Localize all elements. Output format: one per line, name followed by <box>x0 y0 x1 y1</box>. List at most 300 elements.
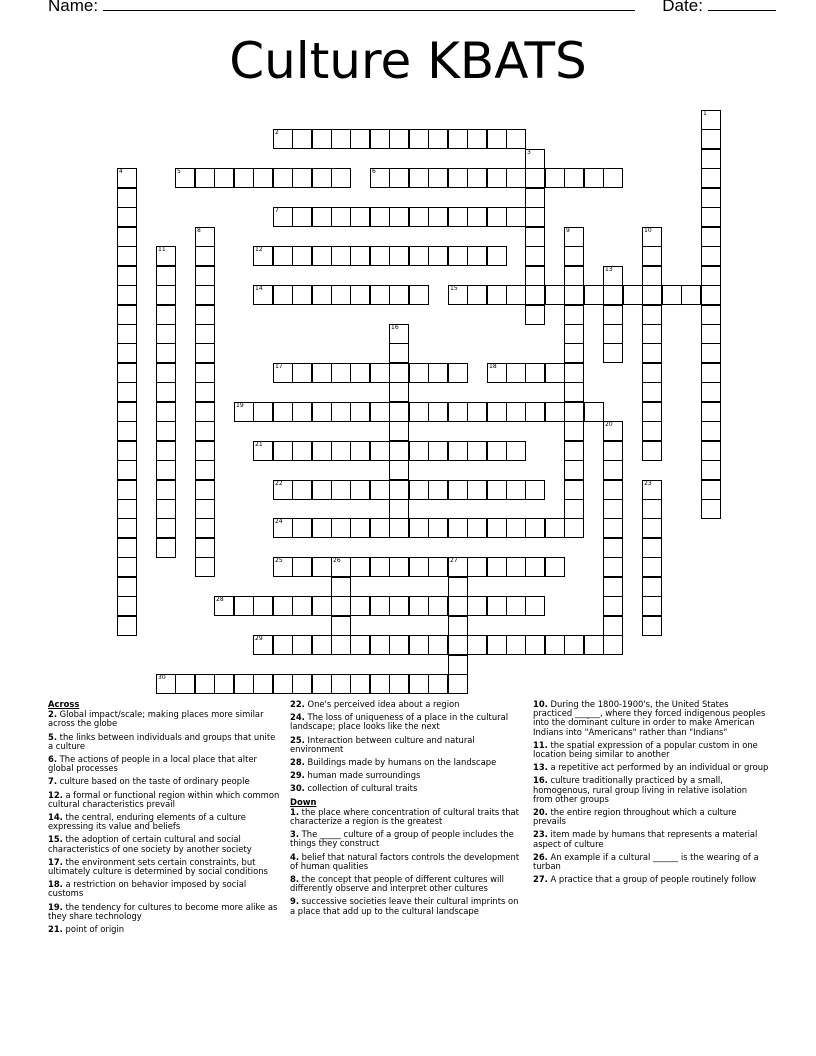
grid-cell[interactable] <box>156 518 176 538</box>
grid-cell[interactable] <box>117 324 137 344</box>
grid-cell[interactable] <box>253 635 273 655</box>
grid-cell[interactable] <box>312 402 332 422</box>
grid-cell[interactable] <box>525 402 545 422</box>
grid-cell[interactable] <box>389 129 409 149</box>
grid-cell[interactable] <box>642 324 662 344</box>
grid-cell[interactable] <box>564 499 584 519</box>
grid-cell[interactable] <box>350 480 370 500</box>
grid-cell[interactable] <box>467 402 487 422</box>
grid-cell[interactable] <box>545 635 565 655</box>
grid-cell[interactable] <box>350 402 370 422</box>
grid-cell[interactable] <box>428 168 448 188</box>
grid-cell[interactable] <box>389 518 409 538</box>
grid-cell[interactable] <box>253 596 273 616</box>
grid-cell[interactable] <box>506 207 526 227</box>
grid-cell[interactable] <box>117 382 137 402</box>
grid-cell[interactable] <box>331 207 351 227</box>
grid-cell[interactable] <box>370 129 390 149</box>
grid-cell[interactable] <box>156 402 176 422</box>
grid-cell[interactable] <box>642 441 662 461</box>
grid-cell[interactable] <box>370 168 390 188</box>
grid-cell[interactable] <box>701 499 721 519</box>
grid-cell[interactable] <box>564 421 584 441</box>
grid-cell[interactable] <box>564 324 584 344</box>
grid-cell[interactable] <box>156 441 176 461</box>
grid-cell[interactable] <box>273 674 293 694</box>
grid-cell[interactable] <box>156 499 176 519</box>
grid-cell[interactable] <box>175 168 195 188</box>
grid-cell[interactable] <box>642 246 662 266</box>
grid-cell[interactable] <box>642 227 662 247</box>
grid-cell[interactable] <box>350 285 370 305</box>
grid-cell[interactable] <box>273 129 293 149</box>
grid-cell[interactable] <box>564 480 584 500</box>
grid-cell[interactable] <box>409 518 429 538</box>
grid-cell[interactable] <box>350 246 370 266</box>
grid-cell[interactable] <box>156 305 176 325</box>
grid-cell[interactable] <box>312 480 332 500</box>
grid-cell[interactable] <box>117 499 137 519</box>
grid-cell[interactable] <box>331 635 351 655</box>
grid-cell[interactable] <box>428 207 448 227</box>
grid-cell[interactable] <box>448 402 468 422</box>
grid-cell[interactable] <box>525 266 545 286</box>
grid-cell[interactable] <box>273 518 293 538</box>
grid-cell[interactable] <box>312 518 332 538</box>
grid-cell[interactable] <box>642 499 662 519</box>
grid-cell[interactable] <box>195 382 215 402</box>
grid-cell[interactable] <box>584 402 604 422</box>
grid-cell[interactable] <box>234 168 254 188</box>
grid-cell[interactable] <box>603 460 623 480</box>
grid-cell[interactable] <box>701 324 721 344</box>
grid-cell[interactable] <box>389 635 409 655</box>
grid-cell[interactable] <box>350 129 370 149</box>
grid-cell[interactable] <box>428 129 448 149</box>
grid-cell[interactable] <box>487 596 507 616</box>
grid-cell[interactable] <box>273 168 293 188</box>
grid-cell[interactable] <box>487 285 507 305</box>
grid-cell[interactable] <box>642 518 662 538</box>
grid-cell[interactable] <box>642 343 662 363</box>
grid-cell[interactable] <box>487 363 507 383</box>
grid-cell[interactable] <box>409 207 429 227</box>
grid-cell[interactable] <box>487 480 507 500</box>
grid-cell[interactable] <box>701 110 721 130</box>
grid-cell[interactable] <box>117 266 137 286</box>
grid-cell[interactable] <box>389 480 409 500</box>
grid-cell[interactable] <box>292 363 312 383</box>
grid-cell[interactable] <box>273 596 293 616</box>
grid-cell[interactable] <box>506 129 526 149</box>
grid-cell[interactable] <box>467 596 487 616</box>
grid-cell[interactable] <box>603 441 623 461</box>
grid-cell[interactable] <box>312 207 332 227</box>
grid-cell[interactable] <box>350 518 370 538</box>
grid-cell[interactable] <box>214 596 234 616</box>
grid-cell[interactable] <box>156 460 176 480</box>
grid-cell[interactable] <box>642 577 662 597</box>
grid-cell[interactable] <box>701 129 721 149</box>
grid-cell[interactable] <box>195 557 215 577</box>
grid-cell[interactable] <box>156 421 176 441</box>
grid-cell[interactable] <box>331 616 351 636</box>
grid-cell[interactable] <box>195 168 215 188</box>
grid-cell[interactable] <box>487 441 507 461</box>
grid-cell[interactable] <box>292 674 312 694</box>
grid-cell[interactable] <box>234 674 254 694</box>
grid-cell[interactable] <box>195 538 215 558</box>
grid-cell[interactable] <box>564 246 584 266</box>
grid-cell[interactable] <box>253 402 273 422</box>
grid-cell[interactable] <box>195 246 215 266</box>
grid-cell[interactable] <box>389 441 409 461</box>
grid-cell[interactable] <box>487 129 507 149</box>
grid-cell[interactable] <box>409 285 429 305</box>
grid-cell[interactable] <box>312 168 332 188</box>
grid-cell[interactable] <box>292 402 312 422</box>
grid-cell[interactable] <box>448 285 468 305</box>
grid-cell[interactable] <box>331 480 351 500</box>
grid-cell[interactable] <box>292 168 312 188</box>
grid-cell[interactable] <box>584 635 604 655</box>
grid-cell[interactable] <box>117 305 137 325</box>
grid-cell[interactable] <box>117 402 137 422</box>
grid-cell[interactable] <box>701 207 721 227</box>
grid-cell[interactable] <box>642 402 662 422</box>
grid-cell[interactable] <box>428 441 448 461</box>
grid-cell[interactable] <box>701 149 721 169</box>
grid-cell[interactable] <box>253 168 273 188</box>
grid-cell[interactable] <box>156 363 176 383</box>
grid-cell[interactable] <box>642 285 662 305</box>
grid-cell[interactable] <box>409 674 429 694</box>
grid-cell[interactable] <box>564 635 584 655</box>
grid-cell[interactable] <box>701 402 721 422</box>
grid-cell[interactable] <box>642 538 662 558</box>
grid-cell[interactable] <box>389 363 409 383</box>
grid-cell[interactable] <box>701 305 721 325</box>
grid-cell[interactable] <box>564 266 584 286</box>
grid-cell[interactable] <box>448 441 468 461</box>
grid-cell[interactable] <box>428 363 448 383</box>
grid-cell[interactable] <box>428 518 448 538</box>
grid-cell[interactable] <box>642 596 662 616</box>
grid-cell[interactable] <box>292 129 312 149</box>
grid-cell[interactable] <box>331 674 351 694</box>
grid-cell[interactable] <box>448 596 468 616</box>
grid-cell[interactable] <box>564 285 584 305</box>
grid-cell[interactable] <box>370 480 390 500</box>
grid-cell[interactable] <box>331 402 351 422</box>
grid-cell[interactable] <box>273 480 293 500</box>
grid-cell[interactable] <box>448 480 468 500</box>
grid-cell[interactable] <box>389 557 409 577</box>
grid-cell[interactable] <box>195 499 215 519</box>
grid-cell[interactable] <box>603 343 623 363</box>
grid-cell[interactable] <box>389 421 409 441</box>
grid-cell[interactable] <box>603 285 623 305</box>
grid-cell[interactable] <box>331 441 351 461</box>
grid-cell[interactable] <box>214 168 234 188</box>
grid-cell[interactable] <box>603 305 623 325</box>
grid-cell[interactable] <box>584 168 604 188</box>
grid-cell[interactable] <box>642 266 662 286</box>
grid-cell[interactable] <box>214 674 234 694</box>
grid-cell[interactable] <box>312 674 332 694</box>
grid-cell[interactable] <box>175 674 195 694</box>
grid-cell[interactable] <box>467 518 487 538</box>
grid-cell[interactable] <box>448 518 468 538</box>
grid-cell[interactable] <box>701 382 721 402</box>
grid-cell[interactable] <box>389 324 409 344</box>
grid-cell[interactable] <box>273 363 293 383</box>
grid-cell[interactable] <box>603 499 623 519</box>
grid-cell[interactable] <box>409 129 429 149</box>
grid-cell[interactable] <box>467 168 487 188</box>
grid-cell[interactable] <box>525 188 545 208</box>
grid-cell[interactable] <box>117 285 137 305</box>
grid-cell[interactable] <box>370 557 390 577</box>
grid-cell[interactable] <box>195 460 215 480</box>
grid-cell[interactable] <box>701 188 721 208</box>
grid-cell[interactable] <box>448 246 468 266</box>
grid-cell[interactable] <box>253 674 273 694</box>
grid-cell[interactable] <box>195 674 215 694</box>
grid-cell[interactable] <box>195 402 215 422</box>
grid-cell[interactable] <box>409 402 429 422</box>
grid-cell[interactable] <box>409 441 429 461</box>
grid-cell[interactable] <box>467 207 487 227</box>
grid-cell[interactable] <box>117 538 137 558</box>
grid-cell[interactable] <box>409 635 429 655</box>
grid-cell[interactable] <box>603 538 623 558</box>
grid-cell[interactable] <box>370 207 390 227</box>
grid-cell[interactable] <box>701 363 721 383</box>
grid-cell[interactable] <box>331 577 351 597</box>
grid-cell[interactable] <box>701 266 721 286</box>
grid-cell[interactable] <box>642 421 662 441</box>
grid-cell[interactable] <box>487 207 507 227</box>
grid-cell[interactable] <box>350 674 370 694</box>
grid-cell[interactable] <box>389 343 409 363</box>
grid-cell[interactable] <box>487 246 507 266</box>
grid-cell[interactable] <box>603 616 623 636</box>
grid-cell[interactable] <box>195 518 215 538</box>
grid-cell[interactable] <box>253 246 273 266</box>
grid-cell[interactable] <box>409 480 429 500</box>
grid-cell[interactable] <box>312 635 332 655</box>
grid-cell[interactable] <box>312 557 332 577</box>
grid-cell[interactable] <box>525 596 545 616</box>
grid-cell[interactable] <box>642 557 662 577</box>
grid-cell[interactable] <box>506 557 526 577</box>
grid-cell[interactable] <box>467 635 487 655</box>
grid-cell[interactable] <box>525 246 545 266</box>
grid-cell[interactable] <box>448 674 468 694</box>
grid-cell[interactable] <box>701 441 721 461</box>
grid-cell[interactable] <box>389 207 409 227</box>
grid-cell[interactable] <box>389 674 409 694</box>
grid-cell[interactable] <box>389 402 409 422</box>
grid-cell[interactable] <box>195 343 215 363</box>
grid-cell[interactable] <box>545 557 565 577</box>
grid-cell[interactable] <box>487 557 507 577</box>
grid-cell[interactable] <box>525 207 545 227</box>
grid-cell[interactable] <box>117 441 137 461</box>
grid-cell[interactable] <box>117 460 137 480</box>
grid-cell[interactable] <box>389 499 409 519</box>
grid-cell[interactable] <box>253 441 273 461</box>
grid-cell[interactable] <box>331 285 351 305</box>
grid-cell[interactable] <box>195 227 215 247</box>
grid-cell[interactable] <box>350 635 370 655</box>
grid-cell[interactable] <box>525 557 545 577</box>
grid-cell[interactable] <box>506 168 526 188</box>
grid-cell[interactable] <box>156 538 176 558</box>
grid-cell[interactable] <box>701 246 721 266</box>
grid-cell[interactable] <box>564 363 584 383</box>
grid-cell[interactable] <box>389 596 409 616</box>
grid-cell[interactable] <box>273 285 293 305</box>
grid-cell[interactable] <box>506 596 526 616</box>
grid-cell[interactable] <box>389 285 409 305</box>
grid-cell[interactable] <box>623 285 643 305</box>
grid-cell[interactable] <box>273 557 293 577</box>
grid-cell[interactable] <box>331 557 351 577</box>
grid-cell[interactable] <box>428 402 448 422</box>
grid-cell[interactable] <box>117 421 137 441</box>
grid-cell[interactable] <box>662 285 682 305</box>
grid-cell[interactable] <box>117 343 137 363</box>
grid-cell[interactable] <box>701 480 721 500</box>
grid-cell[interactable] <box>525 149 545 169</box>
grid-cell[interactable] <box>487 402 507 422</box>
grid-cell[interactable] <box>564 382 584 402</box>
grid-cell[interactable] <box>448 129 468 149</box>
grid-cell[interactable] <box>253 285 273 305</box>
grid-cell[interactable] <box>292 207 312 227</box>
grid-cell[interactable] <box>389 246 409 266</box>
grid-cell[interactable] <box>195 363 215 383</box>
grid-cell[interactable] <box>156 674 176 694</box>
grid-cell[interactable] <box>545 402 565 422</box>
grid-cell[interactable] <box>195 441 215 461</box>
grid-cell[interactable] <box>370 596 390 616</box>
grid-cell[interactable] <box>525 363 545 383</box>
grid-cell[interactable] <box>292 635 312 655</box>
grid-cell[interactable] <box>603 480 623 500</box>
grid-cell[interactable] <box>525 635 545 655</box>
grid-cell[interactable] <box>642 363 662 383</box>
grid-cell[interactable] <box>603 635 623 655</box>
grid-cell[interactable] <box>117 227 137 247</box>
grid-cell[interactable] <box>370 674 390 694</box>
grid-cell[interactable] <box>234 596 254 616</box>
grid-cell[interactable] <box>448 616 468 636</box>
grid-cell[interactable] <box>292 596 312 616</box>
grid-cell[interactable] <box>545 518 565 538</box>
grid-cell[interactable] <box>156 246 176 266</box>
grid-cell[interactable] <box>156 285 176 305</box>
grid-cell[interactable] <box>350 207 370 227</box>
grid-cell[interactable] <box>370 635 390 655</box>
date-field[interactable] <box>708 0 776 11</box>
grid-cell[interactable] <box>117 207 137 227</box>
grid-cell[interactable] <box>117 188 137 208</box>
grid-cell[interactable] <box>428 480 448 500</box>
grid-cell[interactable] <box>273 635 293 655</box>
grid-cell[interactable] <box>506 402 526 422</box>
grid-cell[interactable] <box>525 227 545 247</box>
grid-cell[interactable] <box>564 518 584 538</box>
grid-cell[interactable] <box>603 421 623 441</box>
grid-cell[interactable] <box>428 557 448 577</box>
grid-cell[interactable] <box>312 129 332 149</box>
grid-cell[interactable] <box>117 616 137 636</box>
grid-cell[interactable] <box>564 402 584 422</box>
grid-cell[interactable] <box>506 518 526 538</box>
grid-cell[interactable] <box>448 577 468 597</box>
grid-cell[interactable] <box>156 382 176 402</box>
grid-cell[interactable] <box>331 518 351 538</box>
grid-cell[interactable] <box>506 285 526 305</box>
grid-cell[interactable] <box>370 402 390 422</box>
grid-cell[interactable] <box>350 557 370 577</box>
grid-cell[interactable] <box>525 168 545 188</box>
grid-cell[interactable] <box>117 480 137 500</box>
grid-cell[interactable] <box>156 266 176 286</box>
grid-cell[interactable] <box>370 363 390 383</box>
grid-cell[interactable] <box>409 557 429 577</box>
grid-cell[interactable] <box>409 168 429 188</box>
grid-cell[interactable] <box>312 246 332 266</box>
grid-cell[interactable] <box>331 129 351 149</box>
grid-cell[interactable] <box>117 168 137 188</box>
grid-cell[interactable] <box>467 246 487 266</box>
grid-cell[interactable] <box>467 557 487 577</box>
grid-cell[interactable] <box>642 382 662 402</box>
grid-cell[interactable] <box>545 168 565 188</box>
name-field[interactable] <box>103 0 635 11</box>
grid-cell[interactable] <box>506 441 526 461</box>
grid-cell[interactable] <box>350 596 370 616</box>
grid-cell[interactable] <box>487 168 507 188</box>
grid-cell[interactable] <box>603 324 623 344</box>
grid-cell[interactable] <box>409 246 429 266</box>
grid-cell[interactable] <box>487 518 507 538</box>
grid-cell[interactable] <box>603 518 623 538</box>
grid-cell[interactable] <box>331 246 351 266</box>
grid-cell[interactable] <box>545 363 565 383</box>
grid-cell[interactable] <box>292 557 312 577</box>
grid-cell[interactable] <box>156 343 176 363</box>
grid-cell[interactable] <box>564 441 584 461</box>
grid-cell[interactable] <box>564 343 584 363</box>
grid-cell[interactable] <box>195 421 215 441</box>
grid-cell[interactable] <box>603 557 623 577</box>
grid-cell[interactable] <box>525 518 545 538</box>
grid-cell[interactable] <box>117 518 137 538</box>
grid-cell[interactable] <box>487 635 507 655</box>
grid-cell[interactable] <box>448 207 468 227</box>
grid-cell[interactable] <box>156 480 176 500</box>
grid-cell[interactable] <box>117 246 137 266</box>
grid-cell[interactable] <box>331 596 351 616</box>
grid-cell[interactable] <box>195 324 215 344</box>
grid-cell[interactable] <box>545 285 565 305</box>
grid-cell[interactable] <box>467 480 487 500</box>
